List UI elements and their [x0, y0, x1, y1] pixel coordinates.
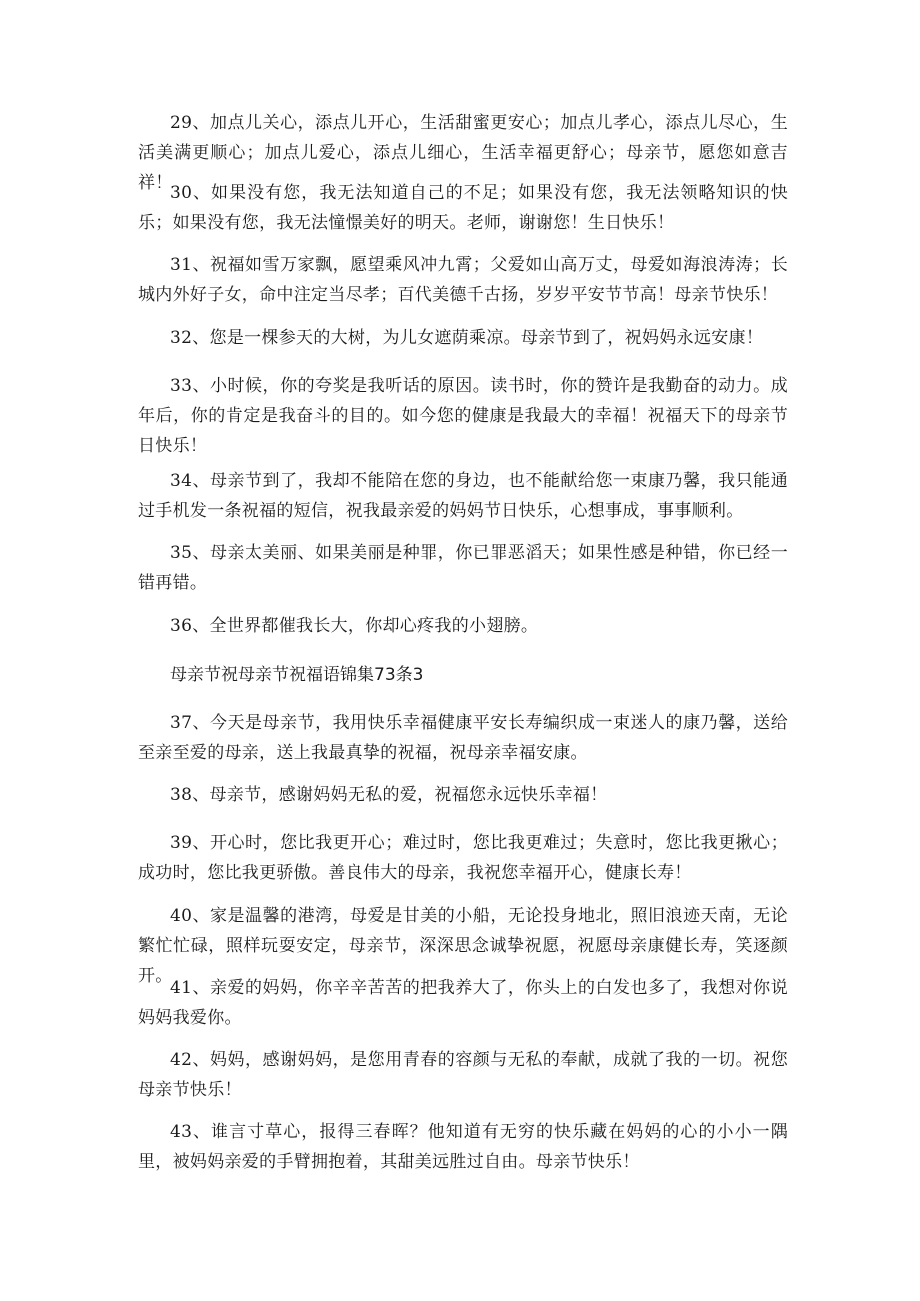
paragraph-40: 40、家是温馨的港湾，母爱是甘美的小船，无论投身地北，照旧浪迹天南，无论繁忙忙碌，照样玩耍安定，母亲节，深深思念诚挚祝愿，祝愿母亲康健长寿，笑逐颜开。	[138, 906, 788, 986]
paragraph-41: 41、亲爱的妈妈，你辛辛苦苦的把我养大了，你头上的白发也多了，我想对你说妈妈我爱你。	[138, 978, 788, 1028]
paragraph-29: 29、加点儿关心，添点儿开心，生活甜蜜更安心；加点儿孝心，添点儿尽心，生活美满更顺心；加点儿爱心，添点儿细心，生活幸福更舒心；母亲节，愿您如意吉祥！	[138, 113, 788, 193]
paragraph-39: 39、开心时，您比我更开心；难过时，您比我更难过；失意时，您比我更揪心；成功时，您比我更骄傲。善良伟大的母亲，我祝您幸福开心，健康长寿！	[138, 833, 788, 883]
paragraph-31: 31、祝福如雪万家飘，愿望乘风冲九霄；父爱如山高万丈，母爱如海浪涛涛；长城内外好子女，命中注定当尽孝；百代美德千古扬，岁岁平安节节高！母亲节快乐！	[138, 255, 788, 305]
paragraph-35: 35、母亲太美丽、如果美丽是种罪，你已罪恶滔天；如果性感是种错，你已经一错再错。	[138, 543, 788, 593]
paragraph-43: 43、谁言寸草心，报得三春晖？他知道有无穷的快乐藏在妈妈的心的小小一隅里，被妈妈亲爱的手臂拥抱着，其甜美远胜过自由。母亲节快乐！	[138, 1122, 788, 1172]
paragraph-32: 32、您是一棵参天的大树，为儿女遮荫乘凉。母亲节到了，祝妈妈永远安康！	[170, 328, 764, 348]
paragraph-37: 37、今天是母亲节，我用快乐幸福健康平安长寿编织成一束迷人的康乃馨，送给至亲至爱的母亲，送上我最真挚的祝福，祝母亲幸福安康。	[138, 713, 788, 763]
section-heading: 母亲节祝母亲节祝福语锦集73条3	[170, 665, 424, 685]
paragraph-30: 30、如果没有您，我无法知道自己的不足；如果没有您，我无法领略知识的快乐；如果没有您，我无法憧憬美好的明天。老师，谢谢您！生日快乐！	[138, 183, 788, 233]
paragraph-38: 38、母亲节，感谢妈妈无私的爱，祝福您永远快乐幸福！	[170, 785, 608, 805]
paragraph-36: 36、全世界都催我长大，你却心疼我的小翅膀。	[170, 616, 539, 636]
paragraph-33: 33、小时候，你的夸奖是我听话的原因。读书时，你的赞许是我勤奋的动力。成年后，你的肯定是我奋斗的目的。如今您的健康是我最大的幸福！祝福天下的母亲节日快乐！	[138, 376, 788, 456]
paragraph-42: 42、妈妈，感谢妈妈，是您用青春的容颜与无私的奉献，成就了我的一切。祝您母亲节快乐！	[138, 1050, 788, 1100]
paragraph-34: 34、母亲节到了，我却不能陪在您的身边，也不能献给您一束康乃馨，我只能通过手机发一条祝福的短信，祝我最亲爱的妈妈节日快乐，心想事成，事事顺利。	[138, 471, 788, 521]
